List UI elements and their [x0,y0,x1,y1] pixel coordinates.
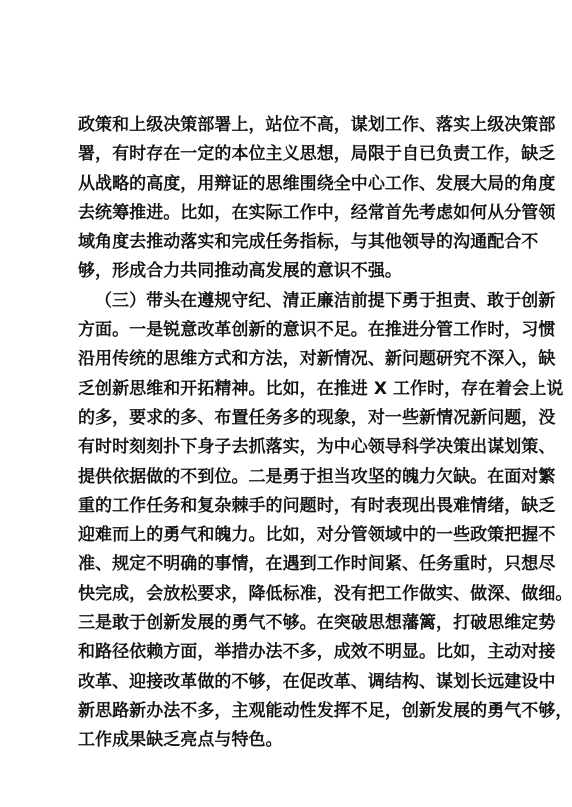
body-text [78,111,572,756]
text-line: 域角度去推动落实和完成任务指标，与其他领导的沟通配合不 [78,232,539,253]
text-line: 和路径依赖方面，举措办法不多，成效不明显。比如，主动对接 [78,642,556,663]
text-line: 重的工作任务和复杂棘手的问题时，有时表现出畏难情绪，缺乏 [78,495,556,516]
text-line: 方面。一是锐意改革创新的意识不足。在推进分管工作时，习惯 [78,320,556,341]
text-line: 快完成，会放松要求，降低标准，没有把工作做实、做深、做细。 [78,583,572,604]
text-line: 从战略的高度，用辩证的思维围绕全中心工作、发展大局的角度 [78,173,556,194]
text-line: 沿用传统的思维方式和方法，对新情况、新问题研究不深入，缺 [78,349,556,370]
text-line: 有时时刻刻扑下身子去抓落实，为中心领导科学决策出谋划策、 [78,437,556,458]
text-line: 够，形成合力共同推动高发展的意识不强。 [78,261,402,282]
text-line: 准、规定不明确的事情，在遇到工作时间紧、任务重时，只想尽 [78,554,556,575]
text-line: 政策和上级决策部署上，站位不高，谋划工作、落实上级决策部 [78,115,556,135]
section-heading-line: （三）带头在遵规守纪、清正廉洁前提下勇于担责、敢于创新 [95,290,556,311]
text-line: 改革、迎接改革做的不够，在促改革、调结构、谋划长远建设中 [78,671,556,692]
text-line: 迎难而上的勇气和魄力。比如，对分管领域中的一些政策把握不 [78,525,556,546]
text-line: 乏创新思维和开拓精神。比如，在推进 X 工作时，存在着会上说 [78,378,564,399]
text-line: 三是敢于创新发展的勇气不够。在突破思想藩篱，打破思维定势 [78,613,556,634]
text-line: 新思路新办法不多，主观能动性发挥不足，创新发展的勇气不够， [78,700,572,721]
text-line: 署，有时存在一定的本位主义思想，局限于自已负责工作，缺乏 [78,144,556,165]
text-line: 去统筹推进。比如，在实际工作中，经常首先考虑如何从分管领 [78,202,556,223]
text-line: 提供依据做的不到位。二是勇于担当攻坚的魄力欠缺。在面对繁 [78,466,556,487]
text-line: 工作成果缺乏亮点与特色。 [78,730,283,751]
text-line: 的多，要求的多、布置任务多的现象，对一些新情况新问题，没 [78,407,556,428]
